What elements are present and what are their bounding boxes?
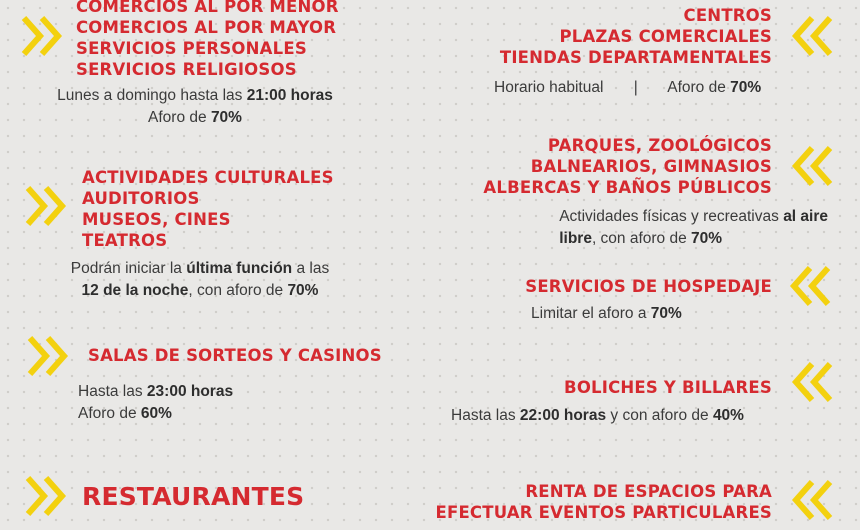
heading-line: SERVICIOS PERSONALES: [76, 39, 307, 58]
double-chevron-left-icon: [788, 14, 834, 58]
double-chevron-left-icon: [788, 478, 834, 522]
emphasis: libre: [559, 230, 592, 247]
emphasis: 12 de la noche: [81, 282, 189, 299]
text: Aforo de: [148, 109, 211, 126]
centers-headings: [500, 5, 772, 68]
parks-headings: [483, 135, 772, 198]
text: Horario habitual: [494, 79, 604, 96]
bowling-heading: BOLICHES Y BILLARES: [564, 378, 772, 397]
centers-details: [494, 77, 761, 99]
bowling-details: [451, 405, 744, 427]
text: Aforo de: [667, 79, 731, 96]
capacity: 70%: [287, 282, 319, 299]
detail-line: [559, 228, 760, 250]
detail-line: [22, 107, 368, 129]
text: , con aforo de: [188, 282, 288, 299]
detail-line: [78, 403, 233, 425]
heading-line: ALBERCAS Y BAÑOS PÚBLICOS: [483, 178, 772, 197]
lodging-details: [531, 303, 682, 325]
separator: |: [633, 79, 638, 96]
text: Actividades físicas y recreativas: [559, 208, 784, 225]
detail-line: [559, 206, 828, 228]
emphasis: última función: [186, 260, 293, 277]
heading-line: TEATROS: [82, 231, 168, 250]
text: Hasta las: [451, 407, 520, 424]
hours: 23:00 horas: [146, 383, 234, 400]
double-chevron-right-icon: [20, 14, 66, 58]
heading-line: EFECTUAR EVENTOS PARTICULARES: [435, 503, 772, 522]
heading-line: TIENDAS DEPARTAMENTALES: [499, 48, 772, 67]
text: Lunes a domingo hasta las: [57, 87, 247, 104]
heading-line: PARQUES, ZOOLÓGICOS: [547, 136, 772, 155]
text: Limitar el aforo a: [531, 305, 651, 322]
text: a las: [292, 260, 330, 277]
casinos-details: [78, 381, 233, 425]
text: , con aforo de: [591, 230, 692, 247]
heading-line: RENTA DE ESPACIOS PARA: [525, 482, 772, 501]
restaurants-heading-block: [82, 482, 304, 512]
double-chevron-right-icon: [24, 474, 70, 518]
lodging-heading: SERVICIOS DE HOSPEDAJE: [525, 277, 772, 296]
restaurants-heading: RESTAURANTES: [82, 482, 305, 511]
double-chevron-left-icon: [786, 264, 832, 308]
hours: 22:00 horas: [519, 407, 607, 424]
capacity: 40%: [712, 407, 744, 424]
culture-details: [26, 258, 374, 302]
heading-line: SERVICIOS RELIGIOSOS: [76, 60, 297, 79]
detail-line: [78, 381, 233, 403]
bowling-heading-block: [564, 377, 772, 398]
capacity: 70%: [650, 305, 682, 322]
heading-line: ACTIVIDADES CULTURALES: [82, 168, 334, 187]
heading-line: MUSEOS, CINES: [82, 210, 231, 229]
double-chevron-left-icon: [788, 144, 834, 188]
heading-line: COMERCIOS AL POR MAYOR: [76, 18, 337, 37]
text: Hasta las: [78, 383, 147, 400]
capacity: 70%: [730, 79, 762, 96]
detail-line: [22, 85, 368, 107]
double-chevron-right-icon: [24, 184, 70, 228]
text: Aforo de: [78, 405, 141, 422]
detail-line: [26, 280, 374, 302]
heading-line: COMERCIOS AL POR MENOR: [76, 0, 339, 16]
emphasis: al aire: [783, 208, 828, 225]
parks-details: [559, 206, 828, 250]
heading-line: CENTROS: [683, 6, 772, 25]
casinos-heading: SALAS DE SORTEOS Y CASINOS: [88, 346, 382, 365]
hours: 21:00 horas: [246, 87, 333, 104]
capacity: 70%: [210, 109, 242, 126]
text: Podrán iniciar la: [70, 260, 187, 277]
detail-line: [26, 258, 374, 280]
commerce-headings: [76, 0, 339, 80]
commerce-details: [22, 85, 368, 129]
culture-headings: [82, 167, 334, 251]
double-chevron-left-icon: [788, 360, 834, 404]
capacity: 60%: [140, 405, 172, 422]
lodging-heading-block: [525, 276, 772, 297]
text: y con aforo de: [606, 407, 713, 424]
casinos-heading-block: [88, 345, 382, 366]
events-headings: [436, 481, 772, 523]
heading-line: BALNEARIOS, GIMNASIOS: [530, 157, 772, 176]
heading-line: AUDITORIOS: [82, 189, 200, 208]
double-chevron-right-icon: [26, 334, 72, 378]
heading-line: PLAZAS COMERCIALES: [559, 27, 772, 46]
capacity: 70%: [691, 230, 723, 247]
